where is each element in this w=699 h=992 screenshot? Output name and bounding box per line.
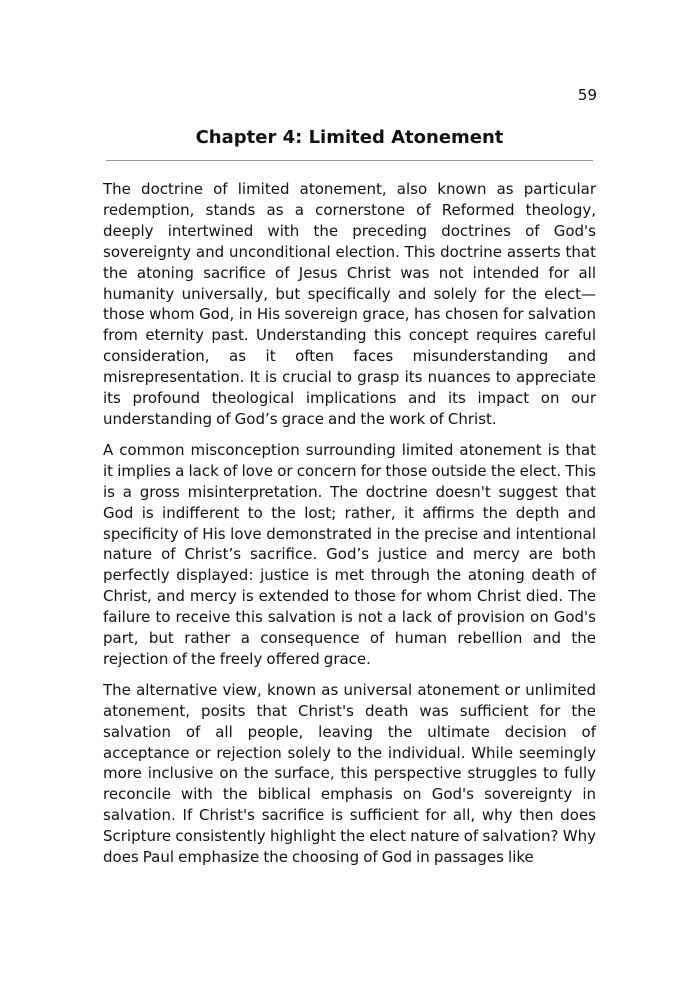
title-divider (106, 160, 593, 161)
page-number: 59 (577, 86, 597, 104)
paragraph-2: A common misconception surrounding limited atonement is that it implies a lack of love or concern for those outside the elect. This is a gross misinterpretation. The doctrine doesn't suggest that God is indifferent to the lost; rather, it affirms the depth and specificity of His love demonstrated in the precise and intentional nature of Christ’s sacrifice. God’s justice and mercy are both perfectly displayed: justice is met through the atoning death of Christ, and mercy is extended to those for whom Christ died. The failure to receive this salvation is not a lack of provision on God's part, but rather a consequence of human rebellion and the rejection of the freely offered grace. (103, 440, 596, 668)
chapter-body (103, 179, 596, 878)
paragraph-1: The doctrine of limited atonement, also known as particular redemption, stands as a cornerstone of Reformed theology, deeply intertwined with the preceding doctrines of God's sovereignty and unconditional election. This doctrine asserts that the atoning sacrifice of Jesus Christ was not intended for all humanity universally, but specifically and solely for the elect—those whom God, in His sovereign grace, has chosen for salvation from eternity past. Understanding this concept requires careful consideration, as it often faces misunderstanding and misrepresentation. It is crucial to grasp its nuances to appreciate its profound theological implications and its impact on our understanding of God’s grace and the work of Christ. (103, 180, 596, 428)
chapter-title: Chapter 4: Limited Atonement (195, 127, 504, 148)
paragraph-3: The alternative view, known as universal atonement or unlimited atonement, posits that Christ's death was sufficient for the salvation of all people, leaving the ultimate decision of acceptance or rejection solely to the individual. While seemingly more inclusive on the surface, this perspective struggles to fully reconcile with the biblical emphasis on God's sovereignty in salvation. If Christ's sacrifice is sufficient for all, why then does Scripture consistently highlight the elect nature of salvation? Why does Paul emphasize the choosing of God in passages like (103, 680, 596, 867)
